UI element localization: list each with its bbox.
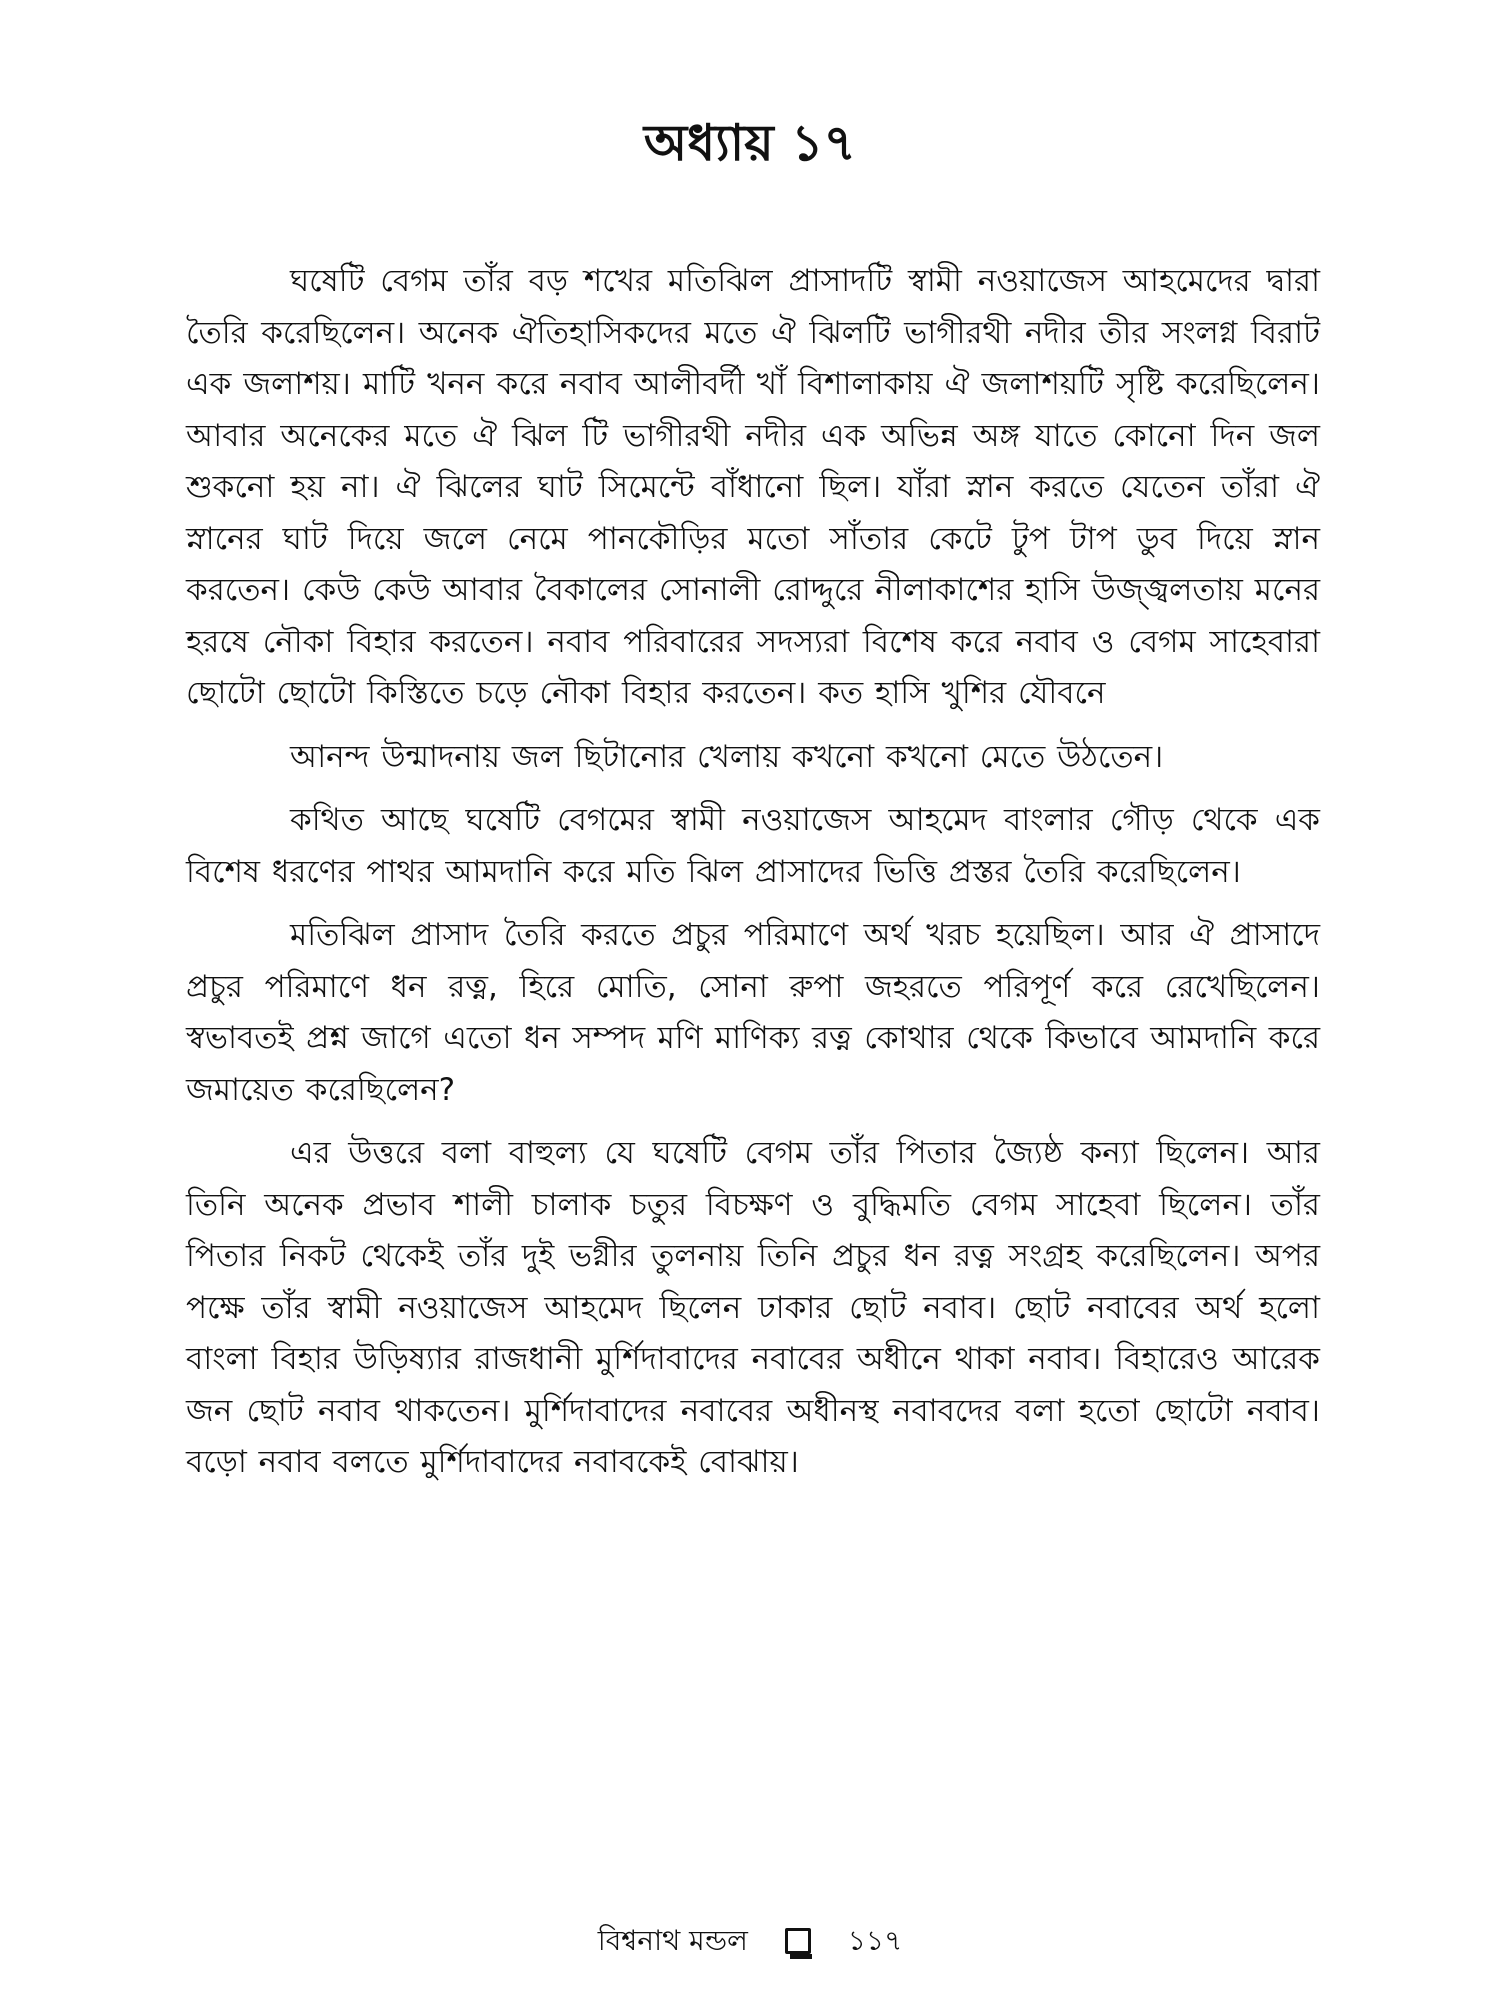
paragraph: আনন্দ উন্মাদনায় জল ছিটানোর খেলায় কখনো কখনো মেতে উঠতেন। bbox=[290, 738, 1164, 775]
paragraph: কথিত আছে ঘষেটি বেগমের স্বামী নওয়াজেস আহমেদ বাংলার গৌড় থেকে এক বিশেষ ধরণের পাথর আমদানি করে মতি ঝিল প্রাসাদের ভিত্তি প্রস্তর তৈরি করেছিলেন। bbox=[186, 802, 1320, 890]
paragraph: ঘষেটি বেগম তাঁর বড় শখের মতিঝিল প্রাসাদটি স্বামী নওয়াজেস আহমেদের দ্বারা তৈরি করেছিলেন। অনেক ঐতিহাসিকদের মতে ঐ ঝিলটি ভাগীরথী নদীর তীর সংলগ্ন বিরাট এক জলাশয়। মাটি খনন করে নবাব আলীবর্দী খাঁ বিশালাকায় ঐ জলাশয়টি সৃষ্টি করেছিলেন। আবার অনেকের মতে ঐ ঝিল টি ভাগীরথী নদীর এক অভিন্ন অঙ্গ যাতে কোনো দিন জল শুকনো হয় না। ঐ ঝিলের ঘাট সিমেন্টে বাঁধানো ছিল। যাঁরা স্নান করতে যেতেন তাঁরা ঐ স্নানের ঘাট দিয়ে জলে নেমে পানকৌড়ির মতো সাঁতার কেটে টুপ টাপ ডুব দিয়ে স্নান করতেন। কেউ কেউ আবার বৈকালের সোনালী রোদ্দুরে নীলাকাশের হাসি উজ্জ্বলতায় মনের হরষে নৌকা বিহার করতেন। নবাব পরিবারের সদস্যরা বিশেষ করে নবাব ও বেগম সাহেবারা ছোটো ছোটো কিস্তিতে চড়ে নৌকা বিহার করতেন। কত হাসি খুশির যৌবনে bbox=[186, 263, 1320, 711]
chapter-body bbox=[186, 256, 1320, 1501]
square-box-icon bbox=[785, 1928, 811, 1954]
page-footer bbox=[0, 1920, 1500, 1961]
author-name: বিশ্বনাথ মন্ডল bbox=[597, 1924, 748, 1957]
paragraph: মতিঝিল প্রাসাদ তৈরি করতে প্রচুর পরিমাণে অর্থ খরচ হয়েছিল। আর ঐ প্রাসাদে প্রচুর পরিমাণে ধন রত্ন, হিরে মোতি, সোনা রুপা জহরতে পরিপূর্ণ করে রেখেছিলেন। স্বভাবতই প্রশ্ন জাগে এতো ধন সম্পদ মণি মাণিক্য রত্ন কোথার থেকে কিভাবে আমদানি করে জমায়েত করেছিলেন? bbox=[186, 917, 1320, 1108]
paragraph: এর উত্তরে বলা বাহুল্য যে ঘষেটি বেগম তাঁর পিতার জ্যৈষ্ঠ কন্যা ছিলেন। আর তিনি অনেক প্রভাব শালী চালাক চতুর বিচক্ষণ ও বুদ্ধিমতি বেগম সাহেবা ছিলেন। তাঁর পিতার নিকট থেকেই তাঁর দুই ভগ্নীর তুলনায় তিনি প্রচুর ধন রত্ন সংগ্রহ করেছিলেন। অপর পক্ষে তাঁর স্বামী নওয়াজেস আহমেদ ছিলেন ঢাকার ছোট নবাব। ছোট নবাবের অর্থ হলো বাংলা বিহার উড়িষ্যার রাজধানী মুর্শিদাবাদের নবাবের অধীনে থাকা নবাব। বিহারেও আরেক জন ছোট নবাব থাকতেন। মুর্শিদাবাদের নবাবের অধীনস্থ নবাবদের বলা হতো ছোটো নবাব। বড়ো নবাব বলতে মুর্শিদাবাদের নবাবকেই বোঝায়। bbox=[186, 1135, 1320, 1480]
chapter-title: অধ্যায় ১৭ bbox=[643, 114, 857, 172]
page-number: ১১৭ bbox=[847, 1924, 903, 1957]
